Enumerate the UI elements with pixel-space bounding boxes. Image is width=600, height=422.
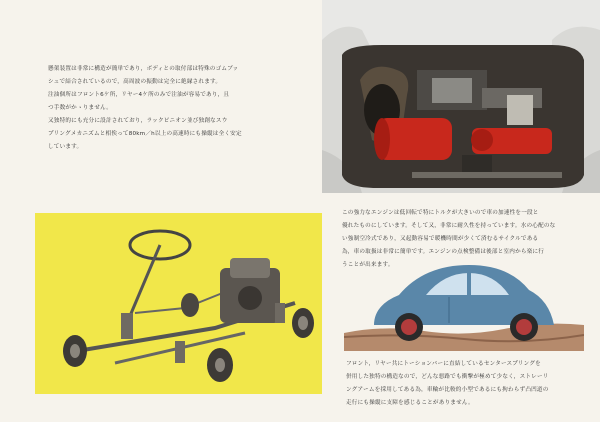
paragraph-line: 併用した独特の構造なので，どんな悪路でも衝撃が極めて少なく，ストレーリ	[346, 374, 549, 380]
paragraph-line: シュで結合されているので，高周波の振動は完全に絶縁されます。	[48, 79, 222, 85]
paragraph-line: プリングメカニズムと相俟って80km／h以上の高速時にも操縦は全く安定	[48, 131, 242, 137]
paragraph-line: 為，車の取扱は非常に簡単です。エンジンの点検整備は後部と室内から楽に行	[342, 249, 545, 255]
paragraph-line: い強制空冷式であり，又起動容易で暖機時間が少くて済むるサイクルである	[342, 236, 539, 242]
paragraph-line: うことが出来ます。	[342, 262, 394, 268]
chassis-illustration	[35, 213, 322, 394]
paragraph-line: 走行にも操縦に支障を感じることがありません。	[346, 400, 474, 406]
paragraph-line: ングアームを採用してある為，車輪が比較的小型であるにも拘わらず凸凹道の	[346, 387, 549, 393]
paragraph-line: この強力なエンジンは低回転で特にトルクが大きいので車の加速性を一段と	[342, 210, 539, 216]
paragraph-line: しています。	[48, 144, 83, 150]
engine-bay-photo	[322, 0, 600, 193]
paragraph-line: 注油個所はフロント6ケ所，リヤー4ケ所のみで注油が容易であり，且	[48, 92, 230, 98]
car-side-illustration	[344, 255, 584, 351]
paragraph-line: つ手数がかゝりません。	[48, 105, 113, 111]
paragraph-line: 又独特的にも充分に設計されており，ラックピニオン並び独創なスウ	[48, 118, 228, 124]
suspension-bottom-text	[346, 358, 582, 410]
paragraph-line: 優れたものにしています。そして又，非常に耐久性を持っています。水の心配のな	[342, 223, 556, 229]
suspension-text	[48, 63, 276, 154]
paragraph-line: フロント，リヤー共にトーションバーに直結しているセンタースプリングを	[346, 361, 541, 367]
paragraph-line: 懸架装置は非常に構造が簡単であり，ボディとの取付部は特殊のゴムブッ	[48, 66, 239, 72]
